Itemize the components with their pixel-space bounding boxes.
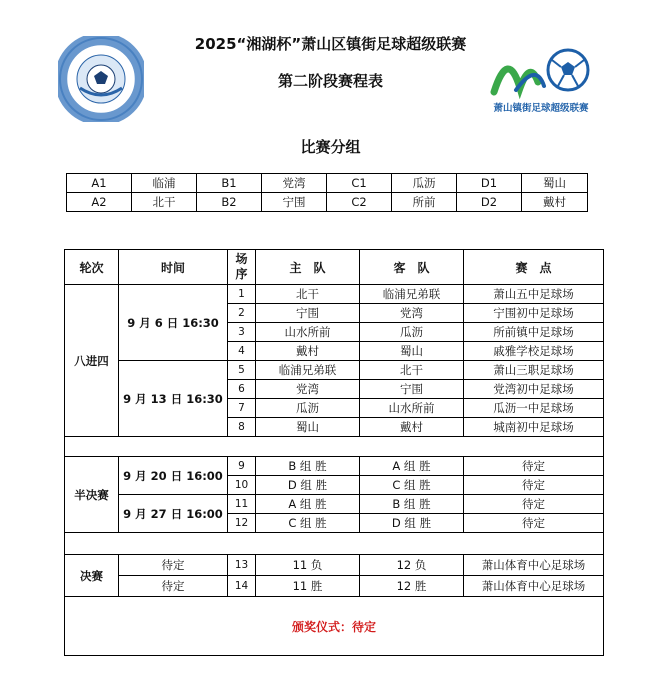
venue: 待定: [464, 495, 604, 514]
match-no: 6: [228, 380, 256, 399]
venue: 待定: [464, 457, 604, 476]
group-team-cell: 北干: [132, 193, 197, 212]
venue: 萧山体育中心足球场: [464, 555, 604, 576]
table-row: [65, 457, 604, 476]
home-team: C 组 胜: [256, 514, 360, 533]
round-label: 决赛: [65, 555, 119, 597]
groups-row: [67, 174, 588, 193]
match-time: 待定: [119, 555, 228, 576]
header-venue-no: 场 序: [228, 250, 256, 285]
match-no: 5: [228, 361, 256, 380]
match-no: 9: [228, 457, 256, 476]
match-time: 9 月 27 日 16:00: [119, 495, 228, 533]
schedule-header-row: [65, 250, 604, 285]
match-time: 9 月 6 日 16:30: [119, 285, 228, 361]
groups-table: [66, 173, 588, 212]
match-no: 7: [228, 399, 256, 418]
home-team: D 组 胜: [256, 476, 360, 495]
groups-title: 比赛分组: [300, 138, 361, 156]
home-team: 11 胜: [256, 576, 360, 597]
match-no: 13: [228, 555, 256, 576]
header-time: 时间: [119, 250, 228, 285]
group-team-cell: 临浦: [132, 174, 197, 193]
spacer-row: [65, 533, 604, 555]
award-row: [65, 597, 604, 656]
venue: 戚雅学校足球场: [464, 342, 604, 361]
venue: 萧山体育中心足球场: [464, 576, 604, 597]
match-time: 待定: [119, 576, 228, 597]
home-team: 山水所前: [256, 323, 360, 342]
away-team: 戴村: [360, 418, 464, 437]
away-team: C 组 胜: [360, 476, 464, 495]
league-logo-text: 萧山镇街足球超级联赛: [493, 103, 589, 114]
group-team-cell: 戴村: [522, 193, 588, 212]
venue: 待定: [464, 514, 604, 533]
group-team-cell: 瓜沥: [392, 174, 457, 193]
header-away: 客 队: [360, 250, 464, 285]
venue: 萧山三职足球场: [464, 361, 604, 380]
venue: 城南初中足球场: [464, 418, 604, 437]
home-team: 11 负: [256, 555, 360, 576]
spacer-row: [65, 437, 604, 457]
away-team: 瓜沥: [360, 323, 464, 342]
match-time: 9 月 20 日 16:00: [119, 457, 228, 495]
home-team: 瓜沥: [256, 399, 360, 418]
group-cell: B1: [197, 174, 262, 193]
table-row: [65, 495, 604, 514]
match-no: 12: [228, 514, 256, 533]
venue: 瓜沥一中足球场: [464, 399, 604, 418]
header-round: 轮次: [65, 250, 119, 285]
away-team: 党湾: [360, 304, 464, 323]
group-cell: C2: [327, 193, 392, 212]
table-row: [65, 361, 604, 380]
away-team: 山水所前: [360, 399, 464, 418]
match-no: 11: [228, 495, 256, 514]
group-team-cell: 宁围: [262, 193, 327, 212]
venue: 所前镇中足球场: [464, 323, 604, 342]
group-team-cell: 蜀山: [522, 174, 588, 193]
schedule-table: [64, 249, 604, 656]
home-team: B 组 胜: [256, 457, 360, 476]
match-no: 14: [228, 576, 256, 597]
away-team: 北干: [360, 361, 464, 380]
match-no: 1: [228, 285, 256, 304]
home-team: 临浦兄弟联: [256, 361, 360, 380]
away-team: 12 负: [360, 555, 464, 576]
table-row: [65, 555, 604, 576]
venue: 待定: [464, 476, 604, 495]
group-team-cell: 党湾: [262, 174, 327, 193]
match-time: 9 月 13 日 16:30: [119, 361, 228, 437]
venue: 党湾初中足球场: [464, 380, 604, 399]
venue: 宁围初中足球场: [464, 304, 604, 323]
home-team: 宁围: [256, 304, 360, 323]
header-home: 主 队: [256, 250, 360, 285]
match-no: 4: [228, 342, 256, 361]
away-team: B 组 胜: [360, 495, 464, 514]
away-team: 12 胜: [360, 576, 464, 597]
page-subtitle: 第二阶段赛程表: [277, 72, 383, 90]
round-label: 半决赛: [65, 457, 119, 533]
group-cell: D1: [457, 174, 522, 193]
away-team: 宁围: [360, 380, 464, 399]
group-cell: B2: [197, 193, 262, 212]
groups-row: [67, 193, 588, 212]
away-team: D 组 胜: [360, 514, 464, 533]
group-cell: A1: [67, 174, 132, 193]
table-row: [65, 576, 604, 597]
table-row: [65, 285, 604, 304]
home-team: 戴村: [256, 342, 360, 361]
match-no: 10: [228, 476, 256, 495]
match-no: 3: [228, 323, 256, 342]
page-title: 2025“湘湖杯”萧山区镇街足球超级联赛: [194, 35, 467, 53]
group-cell: D2: [457, 193, 522, 212]
header-venue: 赛 点: [464, 250, 604, 285]
group-cell: A2: [67, 193, 132, 212]
home-team: 党湾: [256, 380, 360, 399]
venue: 萧山五中足球场: [464, 285, 604, 304]
round-label: 八进四: [65, 285, 119, 437]
match-no: 8: [228, 418, 256, 437]
spacer-cell: [65, 437, 604, 457]
award-ceremony-text: 颁奖仪式：待定: [291, 619, 376, 634]
away-team: 蜀山: [360, 342, 464, 361]
away-team: 临浦兄弟联: [360, 285, 464, 304]
spacer-cell: [65, 533, 604, 555]
group-team-cell: 所前: [392, 193, 457, 212]
match-no: 2: [228, 304, 256, 323]
away-team: A 组 胜: [360, 457, 464, 476]
group-cell: C1: [327, 174, 392, 193]
home-team: A 组 胜: [256, 495, 360, 514]
home-team: 蜀山: [256, 418, 360, 437]
home-team: 北干: [256, 285, 360, 304]
award-cell: [65, 597, 604, 656]
